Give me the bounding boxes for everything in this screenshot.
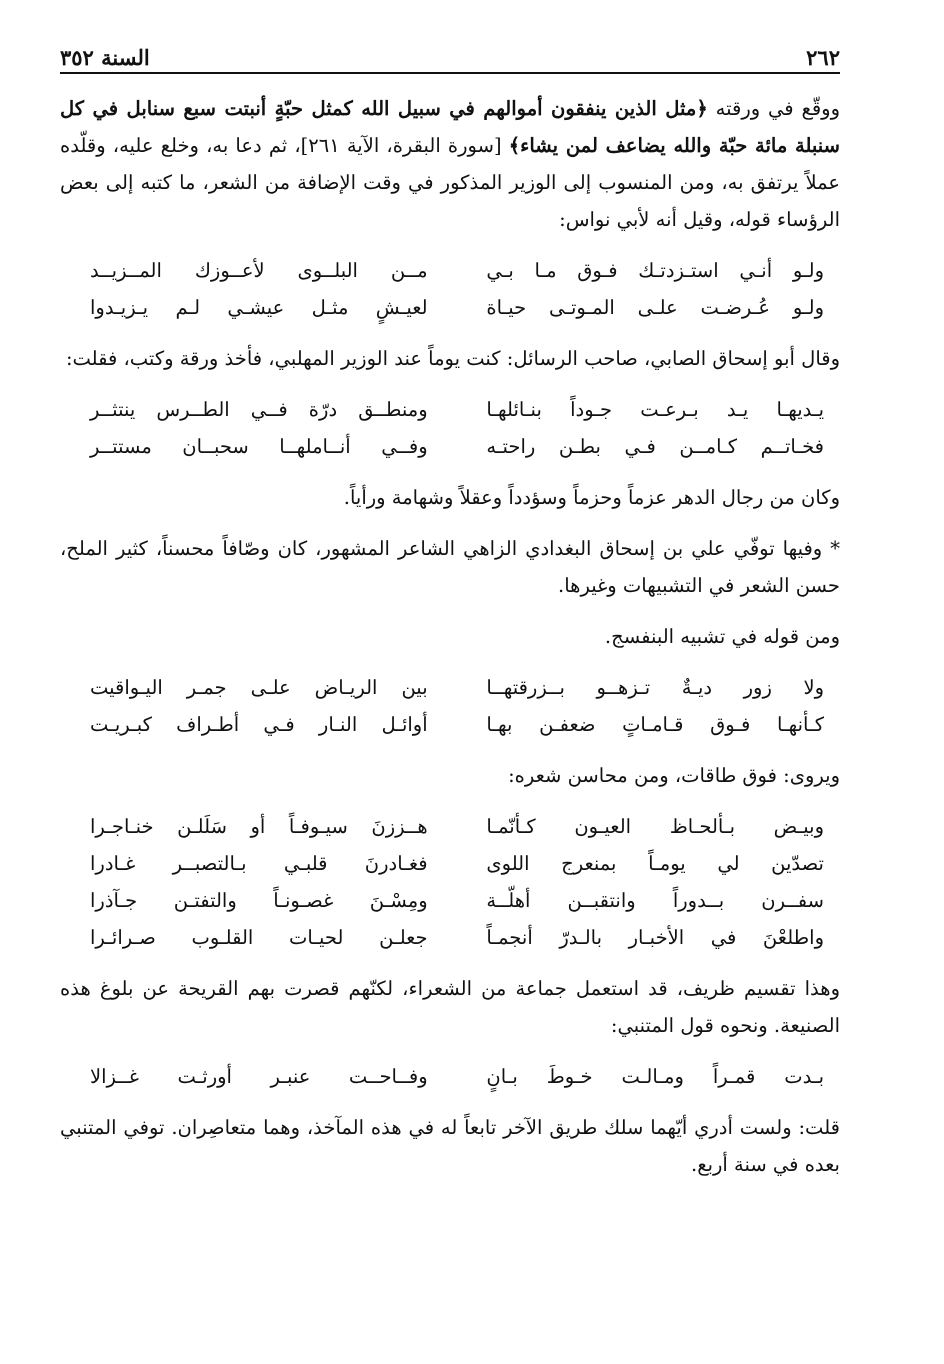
paragraph <box>60 970 840 1044</box>
quran-verse: ﴿مثل الذين ينفقون أموالهم في سبيل الله كمثل حبّةٍ أنبتت سبع سنابل في كل سنبلة مائة حبّة والله يضاعف لمن يشاء﴾ <box>60 97 841 157</box>
poem-verse <box>60 428 840 465</box>
verse-second-hemistich: ومنطــق درّة فــي الطــرس ينتثــر <box>90 398 428 421</box>
verse-first-hemistich: ولا زور ديـةٌ تـزهــو بــزرقتهــا <box>486 676 824 699</box>
poem <box>60 391 840 465</box>
verse-second-hemistich: بين الريـاض علـى جمـر اليـواقيت <box>90 676 428 699</box>
verse-first-hemistich: واطلعْنَ في الأخبـار بالـدرّ أنجمـاً <box>486 926 824 949</box>
verse-second-hemistich: مــن البلــوى لأعــوزك المــزيــد <box>90 259 428 282</box>
poem <box>60 252 840 326</box>
paragraph <box>60 90 840 238</box>
verse-second-hemistich: فغـادرنَ قلبـي بـالتصبــر غـادرا <box>90 852 428 875</box>
poem-verse <box>60 252 840 289</box>
verse-first-hemistich: وبيـض بـألحـاظ العيـون كـأنّمـا <box>486 815 824 838</box>
paragraph-text: * وفيها توفّي علي بن إسحاق البغدادي الزاهي الشاعر المشهور، كان وصّافاً محسناً، كثير الملح، حسن الشعر في التشبيهات وغيرها. <box>60 537 840 597</box>
verse-first-hemistich: تصدّين لي يومـاً بمنعرج اللوى <box>486 852 824 875</box>
paragraph <box>60 1109 840 1183</box>
poem-verse <box>60 706 840 743</box>
verse-second-hemistich: جعلـن لحيـات القلـوب صـرائـرا <box>90 926 428 949</box>
paragraph-text: ويروى: فوق طاقات، ومن محاسن شعره: <box>508 764 840 787</box>
page-body <box>60 90 840 1197</box>
verse-first-hemistich: فخـاتــم كـامــن فـي بطـن راحتـه <box>486 435 824 458</box>
paragraph-text: وقال أبو إسحاق الصابي، صاحب الرسائل: كنت يوماً عند الوزير المهلبي، فأخذ ورقة وكتب، فقلت: <box>65 347 840 370</box>
paragraph <box>60 340 840 377</box>
poem-verse <box>60 882 840 919</box>
poem-verse <box>60 1058 840 1095</box>
running-title: السنة ٣٥٢ <box>60 45 150 70</box>
poem-verse <box>60 289 840 326</box>
verse-first-hemistich: ولـو عُـرضـت علـى المـوتـى حيـاة <box>486 296 824 319</box>
poem-verse <box>60 845 840 882</box>
paragraph <box>60 530 840 604</box>
paragraph <box>60 479 840 516</box>
poem <box>60 808 840 956</box>
verse-first-hemistich: ولـو أنـي استـزدتـك فـوق مـا بـي <box>486 259 824 282</box>
verse-first-hemistich: كـأنهـا فـوق قـامـاتٍ ضعفـن بهـا <box>486 713 824 736</box>
verse-second-hemistich: وفــي أنــاملهــا سحبــان مستتــر <box>90 435 428 458</box>
verse-second-hemistich: أوائـل النـار فـي أطـراف كبـريـت <box>90 713 428 736</box>
verse-second-hemistich: وفــاحــت عنبـر أورثـت غــزالا <box>90 1065 428 1088</box>
poem <box>60 1058 840 1095</box>
poem-verse <box>60 391 840 428</box>
paragraph-text: وكان من رجال الدهر عزماً وحزماً وسؤدداً وعقلاً وشهامة ورأياً. <box>343 486 840 509</box>
paragraph-text: [سورة البقرة، الآية ٢٦١]، ثم دعا به، وخلع عليه، وقلّده عملاً يرتفق به، ومن المنسوب إلى الوزير المذكور في وقت الإضافة من الشعر، ما كتبه إلى بعض الرؤساء قوله، وقيل أنه لأبي نواس: <box>60 134 840 231</box>
poem-verse <box>60 669 840 706</box>
poem <box>60 669 840 743</box>
header-rule <box>60 72 840 74</box>
verse-first-hemistich: بـدت قمـراً ومـالـت خـوطَ بـانٍ <box>486 1065 824 1088</box>
page-number: ٢٦٢ <box>806 45 840 70</box>
verse-first-hemistich: سفــرن بــدوراً وانتقبــن أهلّــة <box>486 889 824 912</box>
paragraph-text: قلت: ولست أدري أيّهما سلك طريق الآخر تابعاً له في هذه المآخذ، وهما متعاصِران. توفي المتنبي بعده في سنة أربع. <box>60 1116 840 1176</box>
verse-second-hemistich: لعيـشٍ مثـل عيشـي لـم يـزيـدوا <box>90 296 428 319</box>
page-header <box>60 36 840 70</box>
poem-verse <box>60 919 840 956</box>
paragraph-text: ووقّع في ورقته <box>707 97 841 120</box>
paragraph-text: ومن قوله في تشبيه البنفسج. <box>604 625 840 648</box>
verse-second-hemistich: ومِسْـنَ غصـونـاً والتفتـن جـآذرا <box>90 889 428 912</box>
paragraph <box>60 757 840 794</box>
verse-second-hemistich: هــززنَ سيـوفـاً أو سَلَلـن خنـاجـرا <box>90 815 428 838</box>
verse-first-hemistich: يـديهـا يـد بـرعـت جـوداً بنـائلهـا <box>486 398 824 421</box>
paragraph <box>60 618 840 655</box>
paragraph-text: وهذا تقسيم ظريف، قد استعمل جماعة من الشعراء، لكنّهم قصرت بهم القريحة عن بلوغ هذه الصنيعة. ونحوه قول المتنبي: <box>60 977 840 1037</box>
poem-verse <box>60 808 840 845</box>
